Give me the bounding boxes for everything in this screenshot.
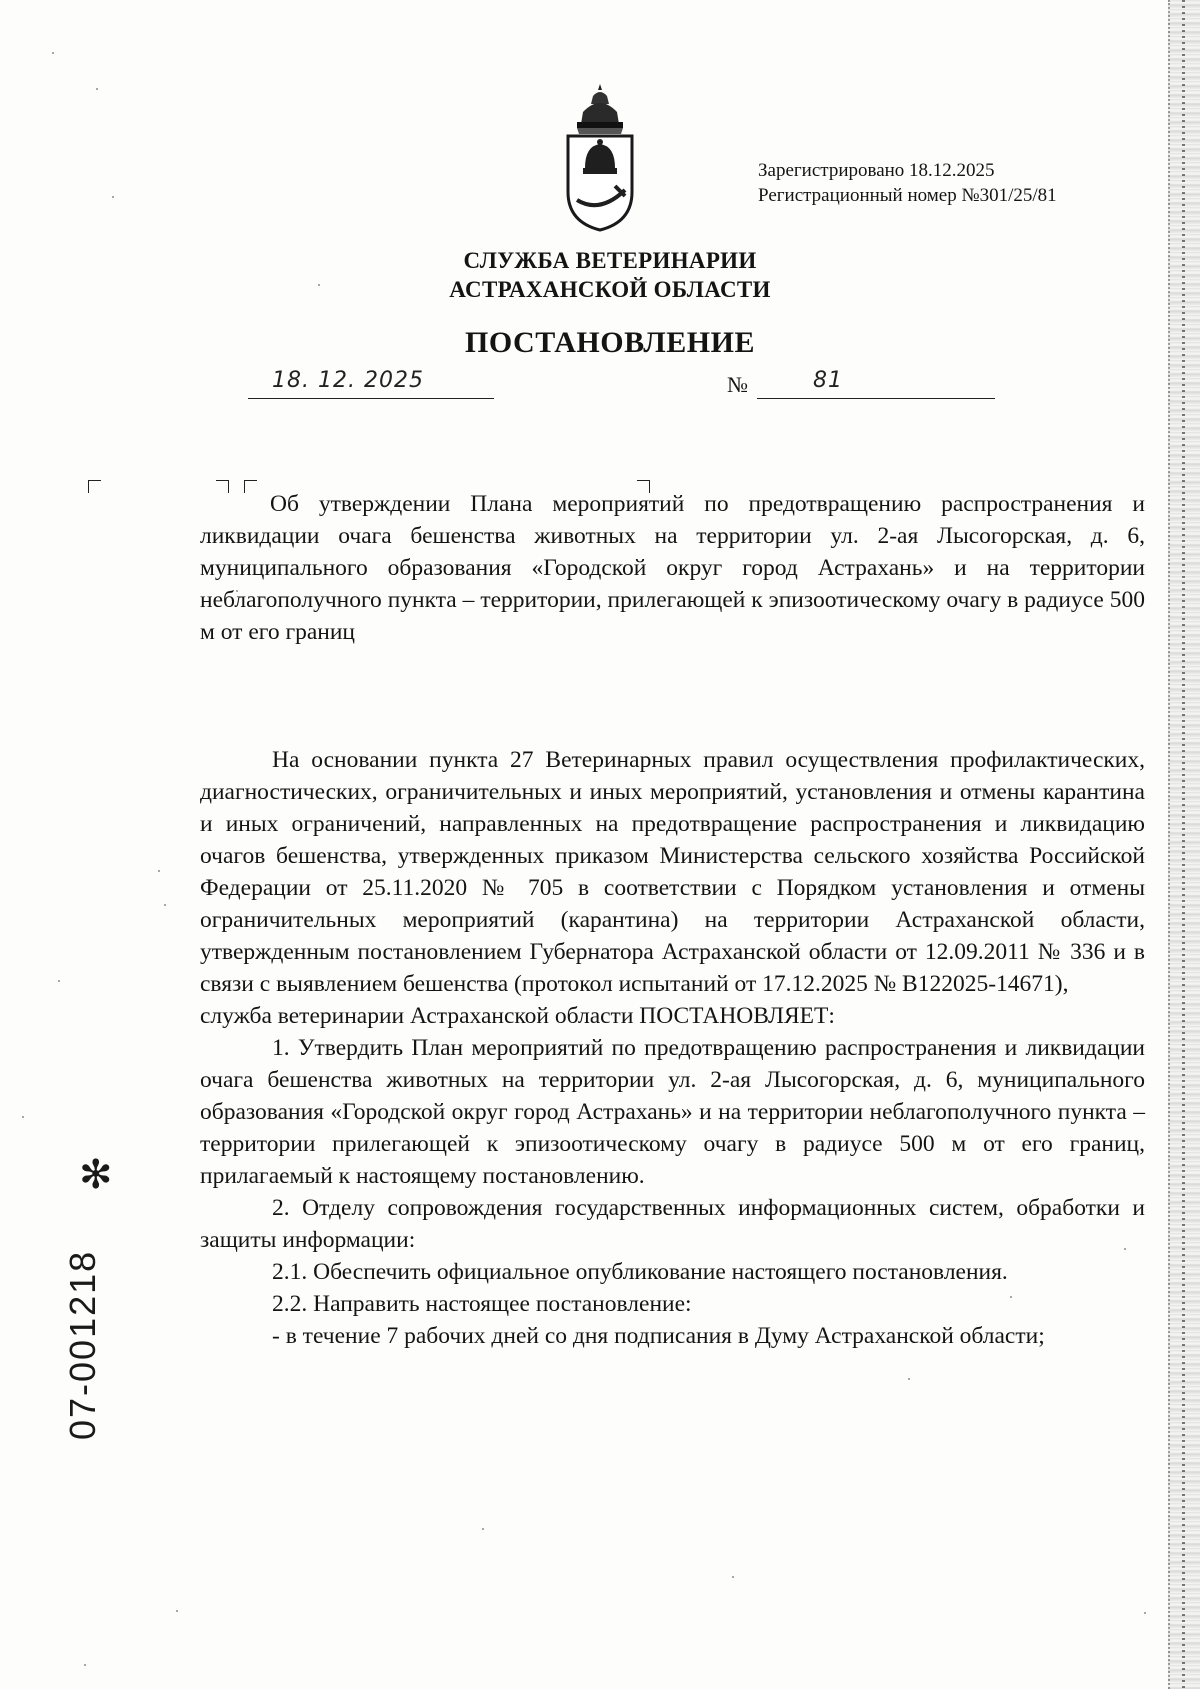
title-text: Об утверждении Плана мероприятий по предотвращению распространения и ликвидации очага бешенства животных на территории ул. 2-ая Лысогорская, д. 6, муниципального образования «Городской округ город Астрахань» и на территории неблагополучного пункта – территории, прилегающей к эпизоотическому очагу в радиусе 500 м от его границ: [200, 491, 1145, 645]
document-type: ПОСТАНОВЛЕНИЕ: [465, 326, 755, 359]
item-2: 2. Отделу сопровождения государственных информационных систем, обработки и защиты информации:: [200, 1195, 1145, 1253]
item-2-1: 2.1. Обеспечить официальное опубликование настоящего постановления.: [272, 1259, 1008, 1285]
registration-info: [758, 158, 1057, 208]
scan-speck: [22, 1116, 24, 1118]
scan-speck: [52, 52, 54, 54]
scan-speck: [84, 1664, 86, 1666]
number-label: №: [727, 372, 748, 397]
document-title: [200, 488, 1145, 648]
agency-line-1: СЛУЖБА ВЕТЕРИНАРИИ: [463, 248, 757, 273]
scan-speck: [164, 904, 166, 906]
margin-mark: ✻: [79, 1152, 113, 1198]
corner-mark: [88, 480, 101, 493]
scan-speck: [482, 1528, 484, 1530]
scan-speck: [318, 284, 320, 286]
number-field: [757, 364, 995, 399]
stamp-number-text: 07-001218: [62, 1249, 103, 1440]
item-1: 1. Утвердить План мероприятий по предотвращению распространения и ликвидации очага бешенства животных на территории ул. 2-ая Лысогорская, д. 6, муниципального образования «Городской округ город Астрахань» и на территории неблагополучного пункта – территории прилегающей к эпизоотическому очагу в радиусе 500 м от его границ, прилагаемый к настоящему постановлению.: [200, 1035, 1145, 1189]
registration-number: Регистрационный номер №301/25/81: [758, 185, 1057, 206]
registration-date: Зарегистрировано 18.12.2025: [758, 160, 995, 181]
date-field: [248, 364, 494, 399]
item-2-2-a: - в течение 7 рабочих дней со дня подписания в Думу Астраханской области;: [272, 1323, 1045, 1349]
scan-speck: [1144, 1612, 1146, 1614]
item-2-2: 2.2. Направить настоящее постановление:: [272, 1291, 692, 1317]
agency-name: [380, 246, 840, 304]
scan-speck: [1124, 1248, 1126, 1250]
agency-line-2: АСТРАХАНСКОЙ ОБЛАСТИ: [449, 277, 771, 302]
scan-speck: [58, 980, 60, 982]
coat-of-arms-emblem: [563, 82, 637, 232]
handwritten-number: 81: [813, 368, 843, 393]
scan-speck: [158, 870, 160, 872]
scan-speck: [732, 1576, 734, 1578]
scan-speck: [96, 88, 98, 90]
document-body: [200, 744, 1145, 1352]
scan-speck: [1010, 1296, 1012, 1298]
scan-speck: [236, 590, 238, 592]
margin-stamp-number: [62, 1249, 122, 1700]
scan-speck: [112, 196, 114, 198]
scan-speck: [908, 1378, 910, 1380]
scan-edge: [1168, 0, 1200, 1689]
scan-speck: [176, 1610, 178, 1612]
resolves-paragraph: служба ветеринарии Астраханской области ПОСТАНОВЛЯЕТ:: [200, 1003, 835, 1029]
handwritten-date: 18. 12. 2025: [272, 368, 424, 393]
preamble-paragraph: На основании пункта 27 Ветеринарных правил осуществления профилактических, диагностических, ограничительных и иных мероприятий, установления и отмены карантина и иных ограничений, направленных на предотвращение распространения и ликвидацию очагов бешенства, утвержденных приказом Министерства сельского хозяйства Российской Федерации от 25.11.2020 № 705 в соответствии с Порядком установления и отмены ограничительных мероприятий (карантина) на территории Астраханской области, утвержденным постановлением Губернатора Астраханской области от 12.09.2011 № 336 и в связи с выявлением бешенства (протокол испытаний от 17.12.2025 № В122025-14671),: [200, 747, 1145, 997]
